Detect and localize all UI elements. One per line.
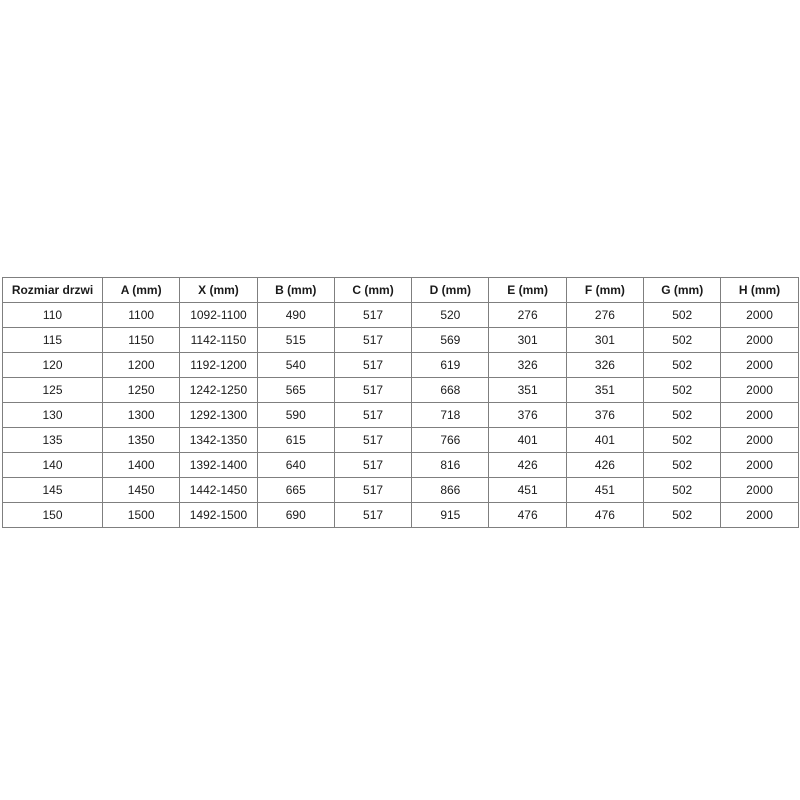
table-cell: 1392-1400 bbox=[180, 453, 257, 478]
table-cell: 1192-1200 bbox=[180, 353, 257, 378]
table-cell: 502 bbox=[644, 403, 721, 428]
table-cell: 517 bbox=[334, 503, 411, 528]
table-cell: 301 bbox=[566, 328, 643, 353]
table-row bbox=[3, 328, 799, 353]
table-cell: 1400 bbox=[103, 453, 180, 478]
table-cell: 668 bbox=[412, 378, 489, 403]
table-cell: 150 bbox=[3, 503, 103, 528]
table-cell: 816 bbox=[412, 453, 489, 478]
table-cell: 517 bbox=[334, 353, 411, 378]
table-cell: 915 bbox=[412, 503, 489, 528]
table-cell: 2000 bbox=[721, 353, 798, 378]
table-row bbox=[3, 453, 799, 478]
table-cell: 1242-1250 bbox=[180, 378, 257, 403]
table-cell: 326 bbox=[489, 353, 566, 378]
table-cell: 451 bbox=[489, 478, 566, 503]
table-cell: 502 bbox=[644, 453, 721, 478]
table-cell: 540 bbox=[257, 353, 334, 378]
table-cell: 125 bbox=[3, 378, 103, 403]
table-cell: 502 bbox=[644, 378, 721, 403]
table-row bbox=[3, 478, 799, 503]
table-cell: 2000 bbox=[721, 403, 798, 428]
table-cell: 520 bbox=[412, 303, 489, 328]
table-cell: 326 bbox=[566, 353, 643, 378]
table-cell: 2000 bbox=[721, 328, 798, 353]
table-cell: 766 bbox=[412, 428, 489, 453]
table-cell: 476 bbox=[489, 503, 566, 528]
table-cell: 502 bbox=[644, 328, 721, 353]
table-cell: 401 bbox=[566, 428, 643, 453]
table-cell: 2000 bbox=[721, 453, 798, 478]
table-cell: 1250 bbox=[103, 378, 180, 403]
table-cell: 2000 bbox=[721, 503, 798, 528]
table-cell: 115 bbox=[3, 328, 103, 353]
table-row bbox=[3, 378, 799, 403]
table-cell: 1200 bbox=[103, 353, 180, 378]
table-cell: 476 bbox=[566, 503, 643, 528]
table-cell: 351 bbox=[566, 378, 643, 403]
table-cell: 1092-1100 bbox=[180, 303, 257, 328]
column-header: D (mm) bbox=[412, 278, 489, 303]
table-cell: 502 bbox=[644, 353, 721, 378]
table-cell: 517 bbox=[334, 328, 411, 353]
table-cell: 301 bbox=[489, 328, 566, 353]
table-cell: 451 bbox=[566, 478, 643, 503]
table-cell: 276 bbox=[566, 303, 643, 328]
column-header: C (mm) bbox=[334, 278, 411, 303]
table-cell: 502 bbox=[644, 503, 721, 528]
table-cell: 1450 bbox=[103, 478, 180, 503]
table-cell: 426 bbox=[566, 453, 643, 478]
table-row bbox=[3, 353, 799, 378]
table-cell: 502 bbox=[644, 428, 721, 453]
column-header: Rozmiar drzwi bbox=[3, 278, 103, 303]
table-row bbox=[3, 503, 799, 528]
table-cell: 145 bbox=[3, 478, 103, 503]
table-cell: 565 bbox=[257, 378, 334, 403]
table-header-row bbox=[3, 278, 799, 303]
column-header: A (mm) bbox=[103, 278, 180, 303]
table-cell: 640 bbox=[257, 453, 334, 478]
table-cell: 517 bbox=[334, 378, 411, 403]
table-cell: 1442-1450 bbox=[180, 478, 257, 503]
column-header: X (mm) bbox=[180, 278, 257, 303]
table-cell: 2000 bbox=[721, 303, 798, 328]
table-cell: 2000 bbox=[721, 428, 798, 453]
column-header: B (mm) bbox=[257, 278, 334, 303]
table-cell: 276 bbox=[489, 303, 566, 328]
table-row bbox=[3, 403, 799, 428]
table-cell: 1342-1350 bbox=[180, 428, 257, 453]
table-cell: 130 bbox=[3, 403, 103, 428]
column-header: F (mm) bbox=[566, 278, 643, 303]
table-cell: 110 bbox=[3, 303, 103, 328]
table-cell: 517 bbox=[334, 478, 411, 503]
table-cell: 619 bbox=[412, 353, 489, 378]
table-cell: 376 bbox=[489, 403, 566, 428]
table-cell: 1500 bbox=[103, 503, 180, 528]
table-cell: 490 bbox=[257, 303, 334, 328]
table-cell: 120 bbox=[3, 353, 103, 378]
table-body bbox=[3, 303, 799, 528]
table-cell: 426 bbox=[489, 453, 566, 478]
table-cell: 135 bbox=[3, 428, 103, 453]
table-cell: 502 bbox=[644, 303, 721, 328]
table-cell: 1492-1500 bbox=[180, 503, 257, 528]
table-cell: 517 bbox=[334, 303, 411, 328]
table-cell: 351 bbox=[489, 378, 566, 403]
table-cell: 665 bbox=[257, 478, 334, 503]
table-cell: 1150 bbox=[103, 328, 180, 353]
column-header: H (mm) bbox=[721, 278, 798, 303]
table-cell: 517 bbox=[334, 428, 411, 453]
table-cell: 569 bbox=[412, 328, 489, 353]
table-cell: 1350 bbox=[103, 428, 180, 453]
table-row bbox=[3, 303, 799, 328]
table-cell: 1300 bbox=[103, 403, 180, 428]
table-cell: 718 bbox=[412, 403, 489, 428]
table-cell: 502 bbox=[644, 478, 721, 503]
column-header: E (mm) bbox=[489, 278, 566, 303]
table-cell: 1100 bbox=[103, 303, 180, 328]
table-cell: 866 bbox=[412, 478, 489, 503]
table-cell: 1292-1300 bbox=[180, 403, 257, 428]
table-cell: 376 bbox=[566, 403, 643, 428]
table-cell: 615 bbox=[257, 428, 334, 453]
table-cell: 1142-1150 bbox=[180, 328, 257, 353]
table-cell: 140 bbox=[3, 453, 103, 478]
table-row bbox=[3, 428, 799, 453]
table-cell: 590 bbox=[257, 403, 334, 428]
table-cell: 517 bbox=[334, 403, 411, 428]
table-cell: 690 bbox=[257, 503, 334, 528]
table-cell: 2000 bbox=[721, 478, 798, 503]
table-cell: 515 bbox=[257, 328, 334, 353]
door-size-table bbox=[2, 277, 799, 528]
table-cell: 517 bbox=[334, 453, 411, 478]
table-cell: 401 bbox=[489, 428, 566, 453]
table-cell: 2000 bbox=[721, 378, 798, 403]
column-header: G (mm) bbox=[644, 278, 721, 303]
